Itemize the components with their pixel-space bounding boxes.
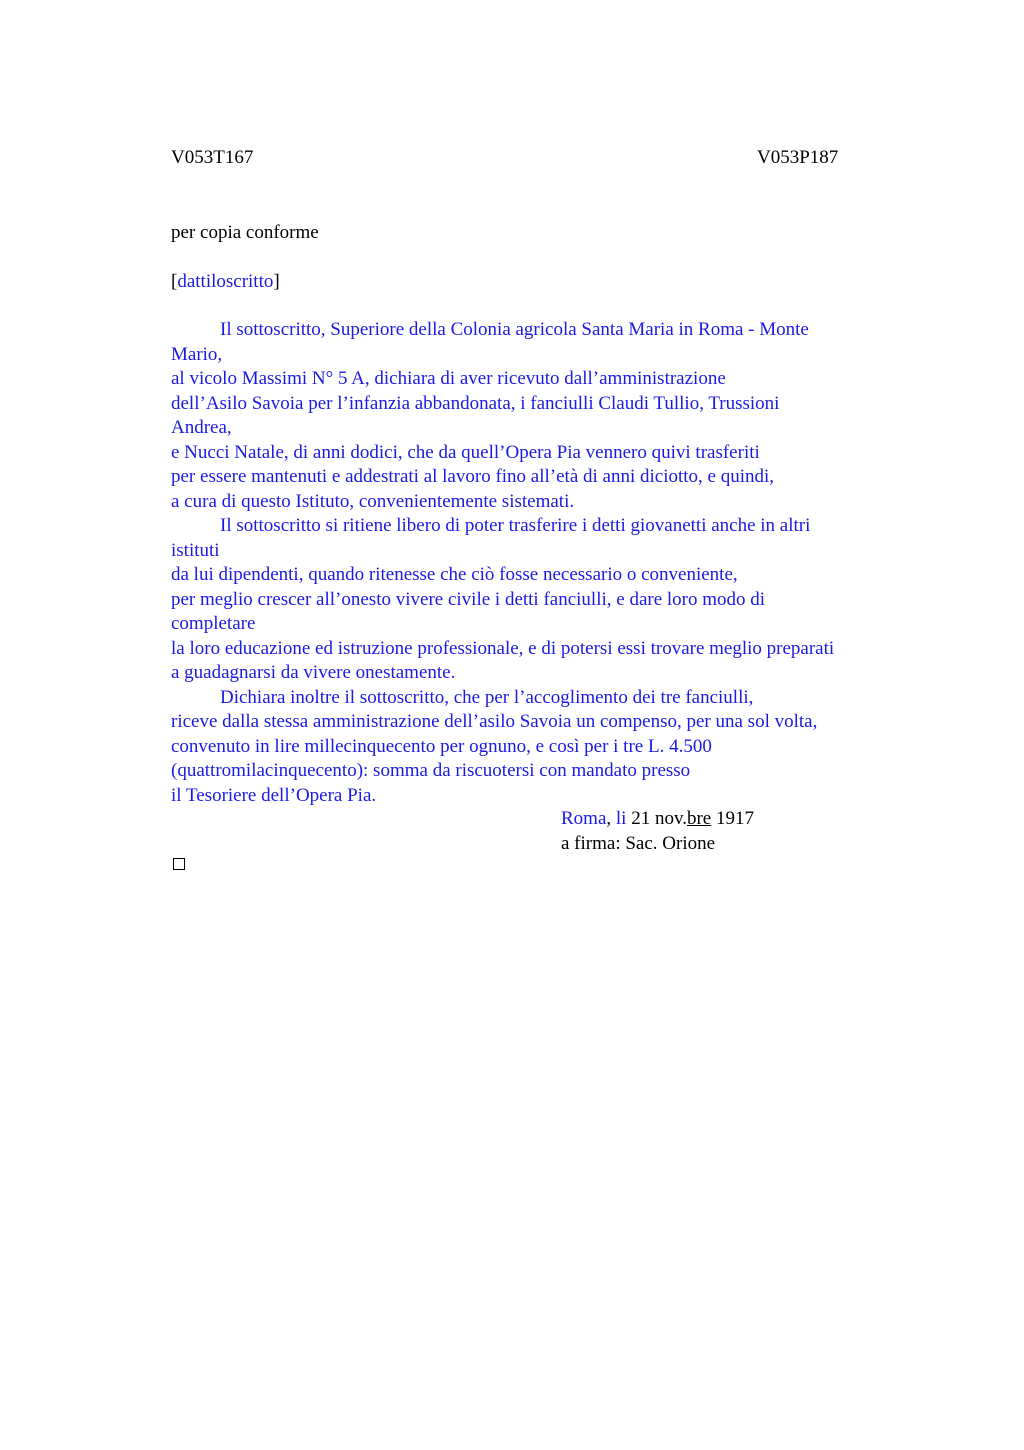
- date-comma: ,: [606, 808, 616, 829]
- body-line: Dichiara inoltre il sottoscritto, che per l’accoglimento dei tre fanciulli,: [220, 686, 754, 708]
- bracket-close: ]: [273, 271, 280, 292]
- date-line: [561, 807, 754, 832]
- end-marker-box: [173, 858, 185, 870]
- place-name: Roma: [561, 808, 607, 829]
- typewritten-label: dattiloscritto: [177, 271, 274, 292]
- body-line: Il sottoscritto si ritiene libero di poter trasferire i detti giovanetti anche in altri: [220, 515, 811, 536]
- body-line: e Nucci Natale, di anni dodici, che da quell’Opera Pia vennero quivi trasferiti: [171, 441, 760, 463]
- body-line: convenuto in lire millecinquecento per ognuno, e così per i tre L. 4.500: [171, 735, 712, 757]
- body-line: da lui dipendenti, quando ritenesse che ciò fosse necessario o conveniente,: [171, 564, 738, 585]
- body-line: a guadagnarsi da vivere onestamente.: [171, 662, 456, 683]
- body-line: a cura di questo Istituto, convenientemente sistemati.: [171, 490, 575, 512]
- date-year: 1917: [711, 808, 754, 829]
- body-line: completare: [171, 613, 256, 634]
- archive-code-left: V053T167: [171, 147, 254, 168]
- date-text: 21 nov.: [626, 808, 687, 829]
- body-line: per essere mantenuti e addestrati al lavoro fino all’età di anni diciotto, e quindi,: [171, 466, 775, 487]
- body-line: Andrea,: [171, 417, 232, 438]
- date-month-suffix: bre: [686, 808, 712, 829]
- body-line: (quattromilacinquecento): somma da riscuotersi con mandato presso: [171, 760, 691, 781]
- body-line: riceve dalla stessa amministrazione dell’asilo Savoia un compenso, per una sol volta,: [171, 711, 818, 732]
- bracket-open: [: [171, 271, 178, 292]
- body-line: per meglio crescer all’onesto vivere civile i detti fanciulli, e dare loro modo di: [171, 588, 766, 610]
- body-line: dell’Asilo Savoia per l’infanzia abbandonata, i fanciulli Claudi Tullio, Trussioni: [171, 392, 780, 414]
- signed-by: a firma: Sac. Orione: [561, 832, 716, 854]
- body-line: istituti: [171, 539, 220, 561]
- body-line: Il sottoscritto, Superiore della Colonia agricola Santa Maria in Roma - Monte: [220, 319, 809, 340]
- copy-note: per copia conforme: [171, 222, 319, 243]
- archive-code-right: V053P187: [757, 147, 839, 168]
- typewritten-note: [171, 270, 280, 295]
- signature-block: [561, 807, 754, 856]
- body-line: al vicolo Massimi N° 5 A, dichiara di aver ricevuto dall’amministrazione: [171, 368, 726, 389]
- body-line: il Tesoriere dell’Opera Pia.: [171, 784, 377, 806]
- body-line: Mario,: [171, 343, 223, 365]
- date-li: li: [615, 808, 627, 829]
- body-line: la loro educazione ed istruzione professionale, e di potersi essi trovare meglio preparati: [171, 637, 835, 659]
- letter-body: [171, 318, 901, 808]
